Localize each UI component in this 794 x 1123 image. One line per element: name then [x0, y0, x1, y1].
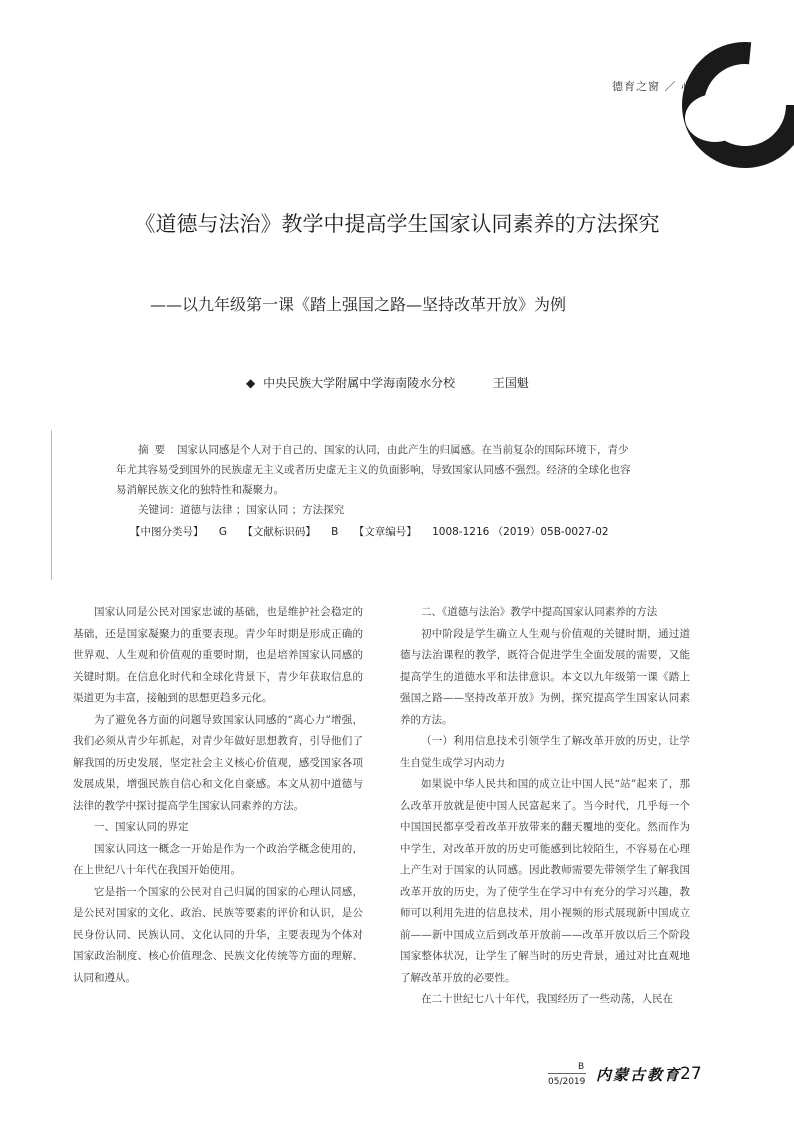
doc-value: B	[331, 526, 339, 538]
keywords	[138, 502, 344, 517]
diamond-icon: ◆	[246, 376, 256, 390]
article-label: 【文章编号】	[353, 526, 417, 538]
body-paragraph: 它是指一个国家的公民对自己归属的国家的心理认同感，是公民对国家的文化、政治、民族等要素的评价和认识，是公民身份认同、民族认同、文化认同的升华，主要表现为个体对国家政治制度、核心价值理念、民族文化传统等方面的理解、认同和遵从。	[73, 885, 363, 984]
body-paragraph: 如果说中华人民共和国的成立让中国人民“站”起来了，那么改革开放就是使中国人民富起来了。当今时代，几乎每一个中国国民都享受着改革开放带来的翻天覆地的变化。然而作为中学生，对改革开放的历史可能感到比较陌生，不容易在心理上产生对于国家的认同感。因此教师需要先带领学生了解我国改革开放的历史，为了使学生在学习中有充分的学习兴趣，教师可以利用先进的信息技术，用小视频的形式展现新中国成立前——新中国成立后到改革开放前——改革开放以后三个阶段国家整体状况，让学生了解当时的历史背景，通过对比直观地了解改革开放的必要性。	[400, 778, 690, 984]
issue-number: 05/2019	[548, 1077, 586, 1087]
author-name: 王国魁	[492, 376, 529, 390]
section-heading: 二、《道德与法治》教学中提高国家认同素养的方法	[421, 606, 658, 618]
section-label: 德育之窗 ／ 心理	[612, 80, 705, 93]
page-number: 27	[680, 1064, 702, 1084]
abstract	[116, 440, 636, 500]
left-column	[73, 602, 363, 989]
right-column	[400, 602, 690, 1011]
body-paragraph: 为了避免各方面的问题导致国家认同感的“离心力”增强，我们必须从青少年抓起，对青少年做好思想教育，引导他们了解我国的历史发展，坚定社会主义核心价值观，感受国家各项发展成果，增强民族自信心和文化自豪感。本文从初中道德与法律的教学中探讨提高学生国家认同素养的方法。	[73, 713, 363, 812]
article-title: 《道德与法治》教学中提高学生国家认同素养的方法探究	[134, 212, 660, 236]
author-line	[246, 374, 529, 391]
keywords-label: 关键词	[138, 504, 170, 516]
ink-brush-circle-icon	[680, 40, 794, 170]
article-subtitle: ——以九年级第一课《踏上强国之路—坚持改革开放》为例	[150, 295, 567, 314]
body-paragraph: 国家认同是公民对国家忠诚的基础，也是维护社会稳定的基础，还是国家凝聚力的重要表现。青少年时期是形成正确的世界观、人生观和价值观的重要时期，也是培养国家认同感的关键时期。在信息化时代和全球化背景下，青少年获取信息的渠道更为丰富，接触到的思想更趋多元化。	[73, 606, 363, 704]
clc-value: G	[218, 526, 227, 538]
body-paragraph: 国家认同这一概念一开始是作为一个政治学概念使用的，在上世纪八十年代在我国开始使用。	[73, 842, 363, 876]
margin-rule	[51, 430, 52, 580]
body-paragraph: 初中阶段是学生确立人生观与价值观的关键时期，通过道德与法治课程的教学，既符合促进学生全面发展的需要，又能提高学生的道德水平和法律意识。本文以九年级第一课《踏上强国之路——坚持改革开放》为例，探究提高学生国家认同素养的方法。	[400, 627, 690, 726]
abstract-label: 摘要	[138, 444, 171, 456]
institution: 中央民族大学附属中学海南陵水分校	[263, 376, 456, 390]
section-heading: 一、国家认同的界定	[94, 821, 189, 833]
subsection-heading: （一）利用信息技术引领学生了解改革开放的历史，让学生自觉生成学习内动力	[400, 735, 690, 769]
classification-line	[130, 524, 621, 539]
article-value: 1008-1216 （2019）05B-0027-02	[432, 526, 609, 538]
magazine-logo: 内蒙古教育	[596, 1066, 682, 1084]
body-paragraph: 在二十世纪七八十年代，我国经历了一些动荡，人民在	[421, 993, 673, 1005]
abstract-text: 国家认同感是个人对于自己的、国家的认同，由此产生的归属感。在当前复杂的国际环境下，青少年尤其容易受到国外的民族虚无主义或者历史虚无主义的负面影响，导致国家认同感不强烈。经济的全球化也容易消解民族文化的独特性和凝聚力。	[116, 444, 631, 496]
edition-letter: B	[578, 1062, 585, 1072]
clc-label: 【中图分类号】	[130, 526, 204, 538]
footer-rule	[548, 1073, 586, 1074]
keywords-text: ：道德与法律 ；国家认同 ；方法探究	[169, 504, 345, 516]
doc-label: 【文献标识码】	[242, 526, 316, 538]
